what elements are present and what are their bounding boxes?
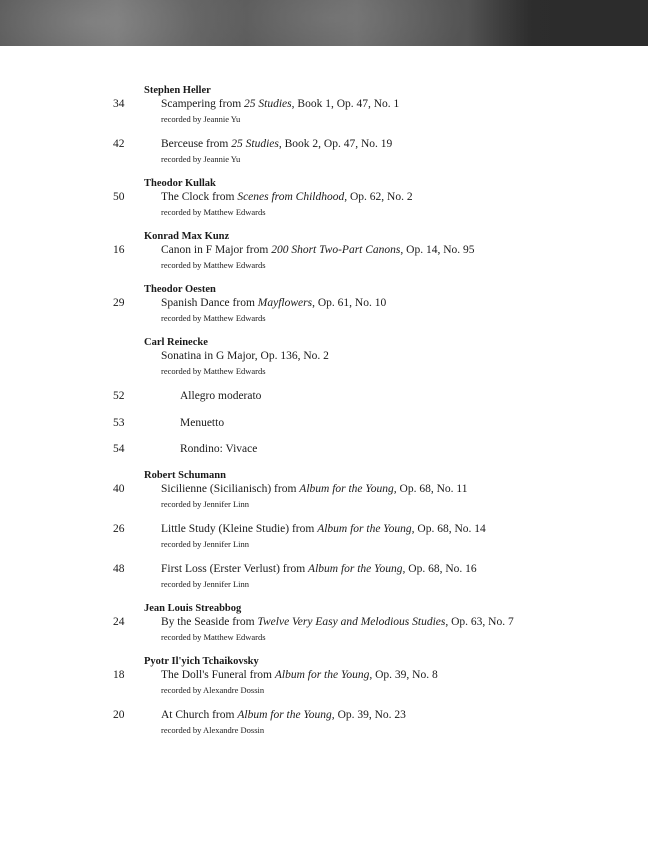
composer-name: Robert Schumann xyxy=(144,470,226,481)
piece-title: Canon in F Major from 200 Short Two-Part Canons, Op. 14, No. 95 xyxy=(161,244,475,256)
page-number: 16 xyxy=(113,244,125,256)
recorded-by: recorded by Matthew Edwards xyxy=(161,207,266,217)
page-number: 20 xyxy=(113,709,125,721)
recorded-by: recorded by Alexandre Dossin xyxy=(161,725,265,735)
page-number: 53 xyxy=(113,417,125,429)
movement-title: Menuetto xyxy=(180,417,225,429)
piece-title: Little Study (Kleine Studie) from Album for the Young, Op. 68, No. 14 xyxy=(161,523,486,535)
page-number: 50 xyxy=(113,191,125,203)
piece-title: First Loss (Erster Verlust) from Album for the Young, Op. 68, No. 16 xyxy=(161,563,477,575)
piece-title: Sonatina in G Major, Op. 136, No. 2 xyxy=(161,350,329,362)
header-banner-shade xyxy=(468,0,648,46)
recorded-by: recorded by Jennifer Linn xyxy=(161,499,250,509)
composer-name: Pyotr Il'yich Tchaikovsky xyxy=(144,656,259,667)
page-number: 34 xyxy=(113,98,125,110)
page-number: 54 xyxy=(113,443,125,455)
recorded-by: recorded by Matthew Edwards xyxy=(161,260,266,270)
piece-title: Sicilienne (Sicilianisch) from Album for the Young, Op. 68, No. 11 xyxy=(161,483,468,495)
piece-title: Berceuse from 25 Studies, Book 2, Op. 47, No. 19 xyxy=(161,138,393,150)
composer-name: Stephen Heller xyxy=(144,85,211,96)
recorded-by: recorded by Alexandre Dossin xyxy=(161,685,265,695)
recorded-by: recorded by Matthew Edwards xyxy=(161,366,266,376)
piece-title: At Church from Album for the Young, Op. 39, No. 23 xyxy=(161,709,406,721)
composer-name: Konrad Max Kunz xyxy=(144,231,230,242)
piece-title: The Clock from Scenes from Childhood, Op. 62, No. 2 xyxy=(161,191,413,203)
header-banner xyxy=(0,0,648,46)
page-number: 29 xyxy=(113,297,125,309)
page-number: 26 xyxy=(113,523,125,535)
composer-name: Theodor Oesten xyxy=(144,284,216,295)
piece-title: Scampering from 25 Studies, Book 1, Op. 47, No. 1 xyxy=(161,98,400,110)
composer-name: Theodor Kullak xyxy=(144,178,216,189)
composer-name: Jean Louis Streabbog xyxy=(144,603,242,614)
movement-title: Allegro moderato xyxy=(180,390,262,402)
recorded-by: recorded by Jeannie Yu xyxy=(161,154,241,164)
page-number: 52 xyxy=(113,390,125,402)
recorded-by: recorded by Jennifer Linn xyxy=(161,539,250,549)
recorded-by: recorded by Matthew Edwards xyxy=(161,632,266,642)
movement-title: Rondino: Vivace xyxy=(180,443,258,455)
page-number: 18 xyxy=(113,669,125,681)
piece-title: By the Seaside from Twelve Very Easy and Melodious Studies, Op. 63, No. 7 xyxy=(161,616,514,628)
page-number: 24 xyxy=(113,616,125,628)
page-number: 48 xyxy=(113,563,125,575)
recorded-by: recorded by Jennifer Linn xyxy=(161,579,250,589)
piece-title: Spanish Dance from Mayflowers, Op. 61, No. 10 xyxy=(161,297,387,309)
composer-name: Carl Reinecke xyxy=(144,337,208,348)
page-number: 40 xyxy=(113,483,125,495)
recorded-by: recorded by Matthew Edwards xyxy=(161,313,266,323)
piece-title: The Doll's Funeral from Album for the Young, Op. 39, No. 8 xyxy=(161,669,438,681)
page-number: 42 xyxy=(113,138,125,150)
recorded-by: recorded by Jeannie Yu xyxy=(161,114,241,124)
